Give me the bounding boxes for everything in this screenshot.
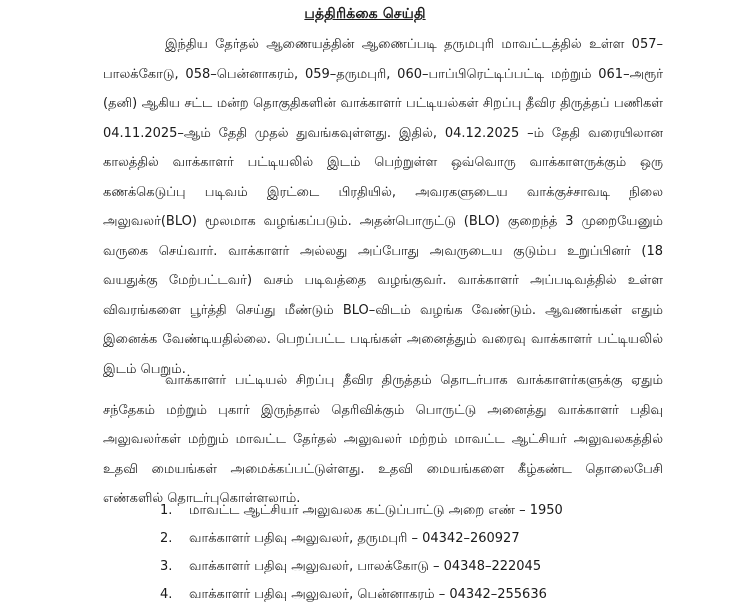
list-number: 2. [160, 531, 173, 546]
helpline-item [160, 525, 563, 553]
helpline-item [160, 497, 563, 525]
helpline-text: வாக்காளர் பதிவு அலுவலர், பென்னாகரம் – 04342–255636 [189, 587, 547, 602]
list-number: 3. [160, 559, 173, 574]
helpline-text: மாவட்ட ஆட்சியர் அலுவலக கட்டுப்பாட்டு அறை எண் – 1950 [189, 503, 563, 518]
list-number: 1. [160, 503, 173, 518]
helpline-item [160, 553, 563, 581]
document-title: பத்திரிக்கை செய்தி [304, 6, 426, 22]
helpline-text: வாக்காளர் பதிவு அலுவலர், தருமபுரி – 04342–260927 [189, 531, 520, 546]
helpline-list [160, 497, 563, 609]
list-number: 4. [160, 587, 173, 602]
helpline-item [160, 581, 563, 609]
helpline-text: வாக்காளர் பதிவு அலுவலர், பாலக்கோடு – 04348–222045 [189, 559, 542, 574]
announcement-paragraph: இந்திய தேர்தல் ஆணையத்தின் ஆணைப்படி தருமபுரி மாவட்டத்தில் உள்ள 057–பாலக்கோடு, 058–பென்னாகரம், 059–தருமபுரி, 060–பாப்பிரெட்டிப்பட்டி மற்றும் 061–அரூர் (தனி) ஆகிய சட்ட மன்ற தொகுதிகளின் வாக்காளர் பட்டியல்கள் சிறப்பு தீவிர திருத்தப் பணிகள் 04.11.2025–ஆம் தேதி முதல் துவங்கவுள்ளது. இதில், 04.12.2025 –ம் தேதி வரையிலான காலத்தில் வாக்காளர் பட்டியலில் இடம் பெற்றுள்ள ஒவ்வொரு வாக்காளருக்கும் ஒரு கணக்கெடுப்பு படிவம் இரட்டை பிரதியில், அவரகளுடைய வாக்குச்சாவடி நிலை அலுவலர்(BLO) மூலமாக வழங்கப்படும். அதன்பொருட்டு (BLO) குறைந்த் 3 முறையேனும் வருகை செய்வார். வாக்காளர் அல்லது அப்போது அவருடைய குடும்ப உறுப்பினர் (18 வயதுக்கு மேற்பட்டவர்) வசம் படிவத்தை வழங்குவர். வாக்காளர் அப்படிவத்தில் உள்ள விவரங்களை பூர்த்தி செய்து மீண்டும் BLO–விடம் வழங்க வேண்டும். ஆவணங்கள் எதும் இனைக்க வேண்டியதில்லை. பெறப்பட்ட படிங்கள் அனைத்தும் வரைவு வாக்காளர் பட்டியலில் இடம் பெறும். [103, 37, 663, 377]
helpline-paragraph: வாக்காளர் பட்டியல் சிறப்பு தீவிர திருத்தம் தொடர்பாக வாக்காளர்களுக்கு ஏதும் சந்தேகம் மற்றும் புகார் இருந்தால் தெரிவிக்கும் பொருட்டு அனைத்து வாக்காளர் பதிவு அலுவலர்கள் மற்றும் மாவட்ட தேர்தல் அலுவலர் மற்றம் மாவட்ட ஆட்சியர் அலுவலகத்தில் உதவி மையங்கள் அமைக்கப்பட்டுள்ளது. உதவி மையங்களை கீழ்கண்ட தொலைபேசி எண்களில் தொடர்புகொள்ளலாம். [103, 373, 663, 506]
